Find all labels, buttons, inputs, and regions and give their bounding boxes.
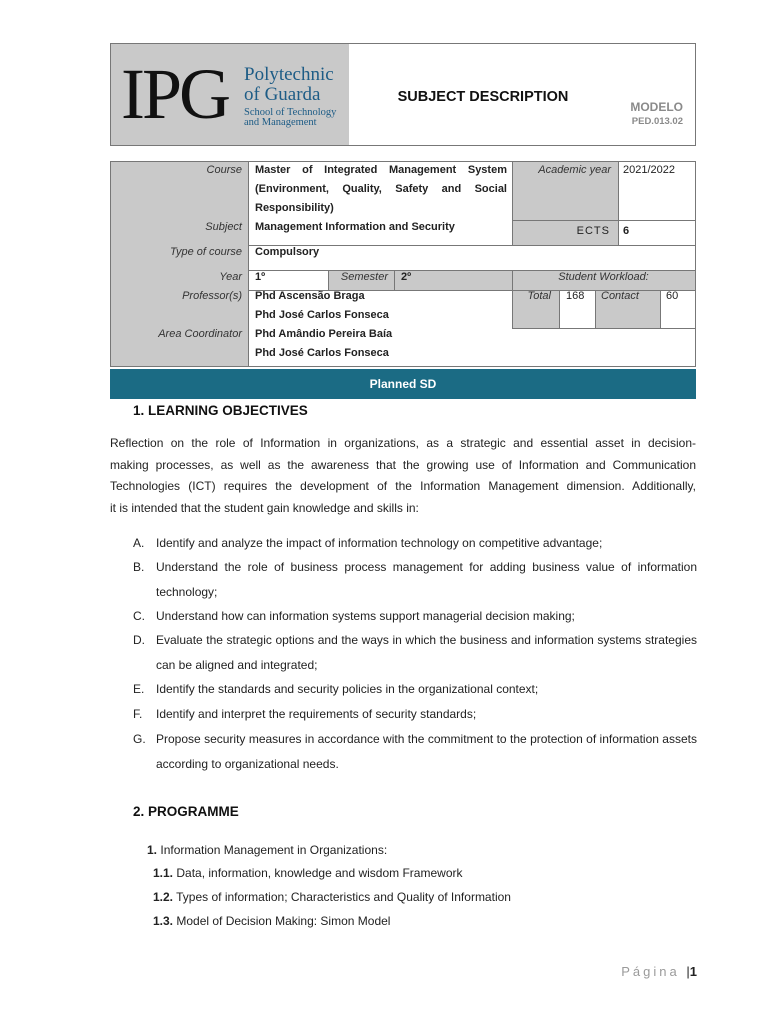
grid-line <box>512 220 695 221</box>
professor-1: Phd Ascensão Braga <box>255 290 365 302</box>
semester-label: Semester <box>340 271 388 283</box>
logo-line-1: Polytechnic <box>244 64 334 85</box>
course-label: Course <box>206 164 242 176</box>
programme-item-number: 1.2. <box>153 890 174 904</box>
grid-line <box>618 162 619 245</box>
objective-text: Evaluate the strategic options and the ways in which the business and information systems strategies can be aligned and integrated; <box>156 633 697 672</box>
objective-item <box>133 677 697 702</box>
objective-text: Identify and interpret the requirements of security standards; <box>156 707 477 721</box>
logo-mark: IPG <box>121 54 229 134</box>
professor-2: Phd José Carlos Fonseca <box>255 309 389 321</box>
programme-item-number: 1.3. <box>153 914 174 928</box>
learning-objectives-heading: 1. LEARNING OBJECTIVES <box>133 403 308 418</box>
course-value-line-1: Master of Integrated Management System <box>255 164 507 176</box>
document-title: SUBJECT DESCRIPTION <box>397 89 569 105</box>
objective-letter: B. <box>133 560 145 574</box>
course-value-line-2: (Environment, Quality, Safety and Social <box>255 183 507 195</box>
subject-value: Management Information and Security <box>255 221 455 233</box>
programme-item-number: 1.1. <box>153 866 174 880</box>
objective-item <box>133 604 697 629</box>
header-title-cell <box>349 44 617 145</box>
professors-label: Professor(s) <box>182 290 242 302</box>
page-footer <box>621 964 697 979</box>
year-label: Year <box>219 271 242 283</box>
grid-line <box>559 290 560 328</box>
semester-value: 2º <box>401 271 412 283</box>
type-value: Compulsory <box>255 246 320 258</box>
page-word: Página <box>621 964 680 979</box>
objective-item <box>133 727 697 776</box>
grid-line <box>512 328 695 329</box>
objective-letter: D. <box>133 633 145 647</box>
objective-text: Understand the role of business process management for adding business value of information technology; <box>156 560 697 599</box>
objective-letter: A. <box>133 536 145 550</box>
coordinator-1: Phd Amândio Pereira Baía <box>255 328 393 340</box>
subject-info-table <box>110 161 696 367</box>
year-value: 1º <box>255 271 266 283</box>
page-number: 1 <box>689 964 697 979</box>
objective-item <box>133 531 697 556</box>
ects-label: ECTS <box>576 225 610 237</box>
programme-item <box>153 914 390 928</box>
course-value-line-3: Responsibility) <box>255 202 334 214</box>
academic-year-label: Academic year <box>538 164 611 176</box>
header-model-cell <box>617 44 695 145</box>
workload-label: Student Workload: <box>558 271 649 283</box>
programme-item <box>147 843 387 857</box>
objective-text: Propose security measures in accordance with the commitment to the protection of information assets according to organizational needs. <box>156 732 697 771</box>
ipg-logo <box>111 44 350 145</box>
programme-heading: 2. PROGRAMME <box>133 804 239 819</box>
objective-item <box>133 702 697 727</box>
objective-letter: F. <box>133 707 143 721</box>
objective-letter: C. <box>133 609 145 623</box>
ects-value: 6 <box>623 225 630 237</box>
programme-item-text: Model of Decision Making: Simon Model <box>176 914 391 928</box>
objective-text: Identify the standards and security policies in the organizational context; <box>156 682 539 696</box>
objective-letter: G. <box>133 732 146 746</box>
logo-line-3: School of Technology <box>244 107 337 118</box>
document-header <box>110 43 696 146</box>
contact-value: 60 <box>666 290 679 302</box>
coordinator-2: Phd José Carlos Fonseca <box>255 347 389 359</box>
grid-line <box>248 162 249 366</box>
objective-item <box>133 555 697 604</box>
model-label: MODELO <box>630 100 683 114</box>
objective-text: Identify and analyze the impact of information technology on competitive advantage; <box>156 536 603 550</box>
total-value: 168 <box>566 290 585 302</box>
programme-item <box>153 866 462 880</box>
objective-letter: E. <box>133 682 145 696</box>
model-code: PED.013.02 <box>631 116 683 127</box>
intro-paragraph-line-3: Technologies (ICT) requires the development of the Information Management dimension. Additionally, <box>110 479 696 493</box>
grid-line <box>660 290 661 328</box>
type-label: Type of course <box>170 246 242 258</box>
programme-item-text: Data, information, knowledge and wisdom Framework <box>176 866 463 880</box>
page-separator: | <box>686 964 690 979</box>
programme-item-text: Information Management in Organizations: <box>160 843 388 857</box>
subject-label: Subject <box>205 221 242 233</box>
programme-item-number: 1. <box>147 843 158 857</box>
intro-paragraph-line-4: it is intended that the student gain knowledge and skills in: <box>110 501 419 515</box>
logo-line-2: of Guarda <box>244 84 321 105</box>
objective-text: Understand how can information systems support managerial decision making; <box>156 609 575 623</box>
planned-sd-bar: Planned SD <box>110 369 696 399</box>
coordinator-label: Area Coordinator <box>158 328 242 340</box>
intro-paragraph-line-1: Reflection on the role of Information in organizations, as a strategic and essential asset in decision- <box>110 436 696 450</box>
total-label: Total <box>527 290 551 302</box>
academic-year-value: 2021/2022 <box>623 164 675 176</box>
objective-item <box>133 628 697 677</box>
intro-paragraph-line-2: making processes, as well as the awareness that the growing use of Information and Communication <box>110 458 696 472</box>
programme-item <box>153 890 511 904</box>
contact-label: Contact <box>601 290 639 302</box>
programme-item-text: Types of information; Characteristics and Quality of Information <box>176 890 511 904</box>
logo-line-4: and Management <box>244 117 317 128</box>
